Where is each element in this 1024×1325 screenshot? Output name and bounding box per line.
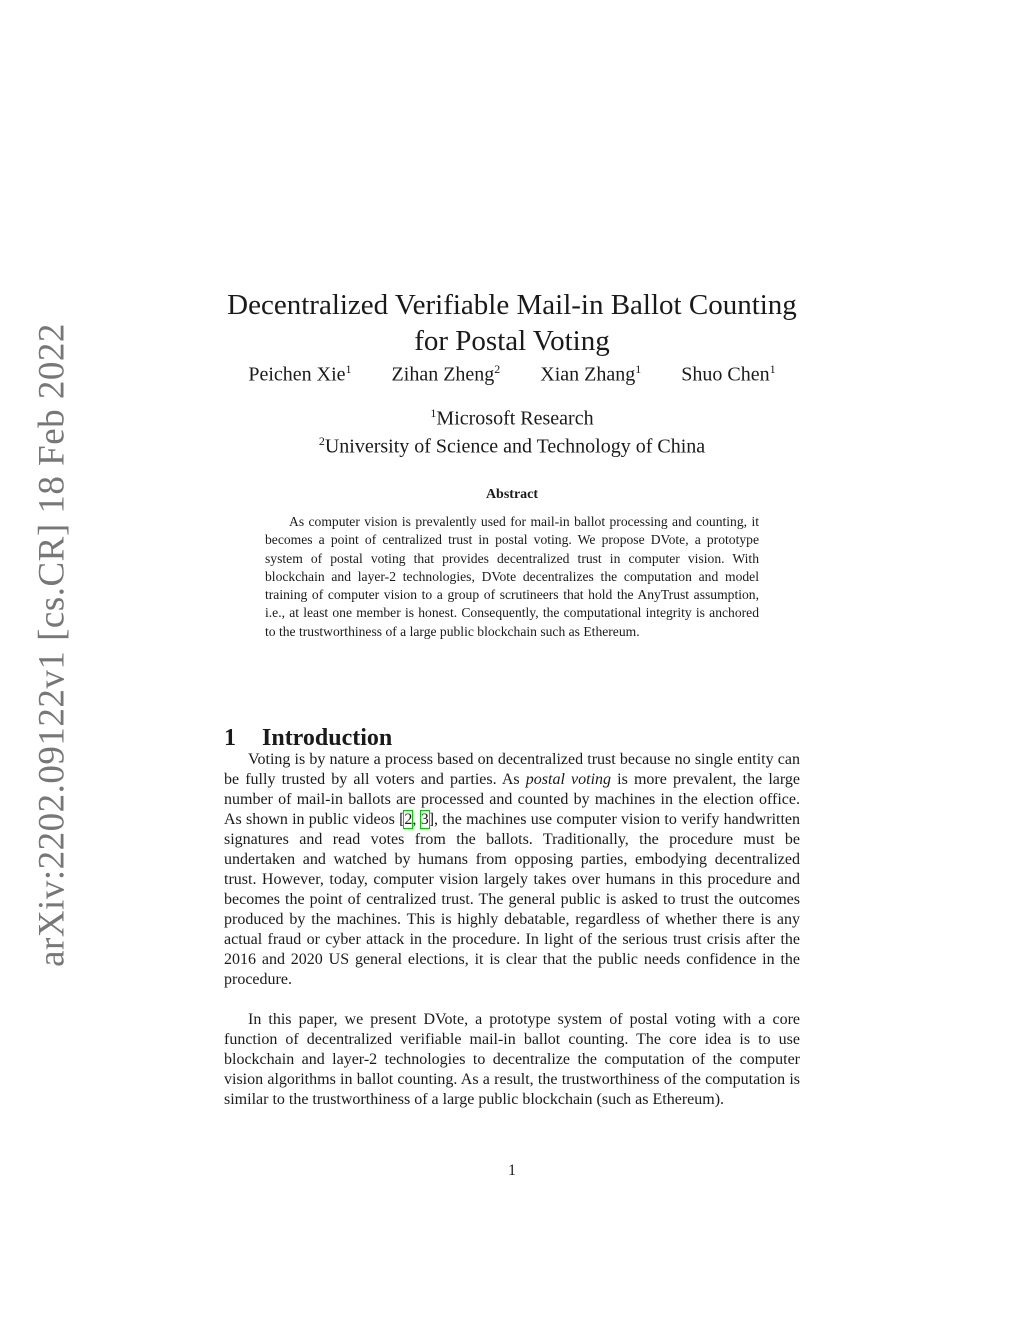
section-heading: [224, 725, 392, 752]
author: Zihan Zheng$^2$: [391, 362, 501, 386]
author: Peichen Xie$^1$: [248, 362, 352, 386]
arxiv-identifier: arXiv:2202.09122v1 [cs.CR] 18 Feb 2022: [31, 323, 73, 967]
author: Shuo Chen$^1$: [681, 362, 776, 386]
title-line-2: for Postal Voting: [414, 325, 610, 358]
emphasis: postal voting: [525, 771, 612, 788]
affiliation-list: [150, 402, 874, 457]
abstract-text: As computer vision is prevalently used for mail-in ballot processing and counting, it becomes a point of centralized trust in postal voting. We propose DVote, a prototype system of postal voting that provides decentralized trust in computer vision. With blockchain and layer-2 technologies, DVote decentralizes the computation and model training of computer vision to a group of scrutineers that hold the AnyTrust assumption, i.e., at least one member is honest. Consequently, the computational integrity is anchored to the trustworthiness of a large public blockchain such as Ethereum.: [265, 514, 759, 639]
intro-paragraph-1: Voting is by nature a process based on decentralized trust because no single entity can be fully trusted by all voters and parties. As postal voting is more prevalent, the large number of mail-in ballots are processed and counted by machines in the election office. As shown in public videos [2, 3], the machines use computer vision to verify handwritten signatures and read votes from the ballots. Traditionally, the procedure must be undertaken and watched by humans from opposing parties, embodying decentralized trust. However, today, computer vision largely takes over humans in this procedure and becomes the point of centralized trust. The general public is asked to trust the outcomes produced by the machines. This is highly debatable, regardless of whether there is any actual fraud or cyber attack in the procedure. In light of the serious trust crisis after the 2016 and 2020 US general elections, it is clear that the public needs confidence in the procedure.: [224, 751, 801, 988]
section-number: 1: [224, 724, 236, 751]
page-number: 1: [508, 1162, 516, 1179]
author-list: [150, 362, 874, 387]
title-line-1: Decentralized Verifiable Mail-in Ballot Counting: [227, 289, 797, 322]
paper-title: [150, 287, 874, 359]
citation-link-3[interactable]: 3: [420, 811, 429, 828]
abstract-heading: Abstract: [485, 487, 539, 502]
intro-paragraph-2: In this paper, we present DVote, a prototype system of postal voting with a core function of decentralized verifiable mail-in ballot counting. The core idea is to use blockchain and layer-2 technologies to decentralize the computation of the computer vision algorithms in ballot counting. As a result, the trustworthiness of the computation is similar to the trustworthiness of a large public blockchain (such as Ethereum).: [224, 1011, 800, 1108]
author: Xian Zhang$^1$: [540, 362, 642, 386]
affiliation: $^1$Microsoft Research: [430, 406, 594, 430]
section-title: Introduction: [262, 724, 393, 751]
affiliation: $^2$University of Science and Technology of China: [318, 433, 706, 458]
citation-link-2[interactable]: 2: [404, 811, 413, 828]
